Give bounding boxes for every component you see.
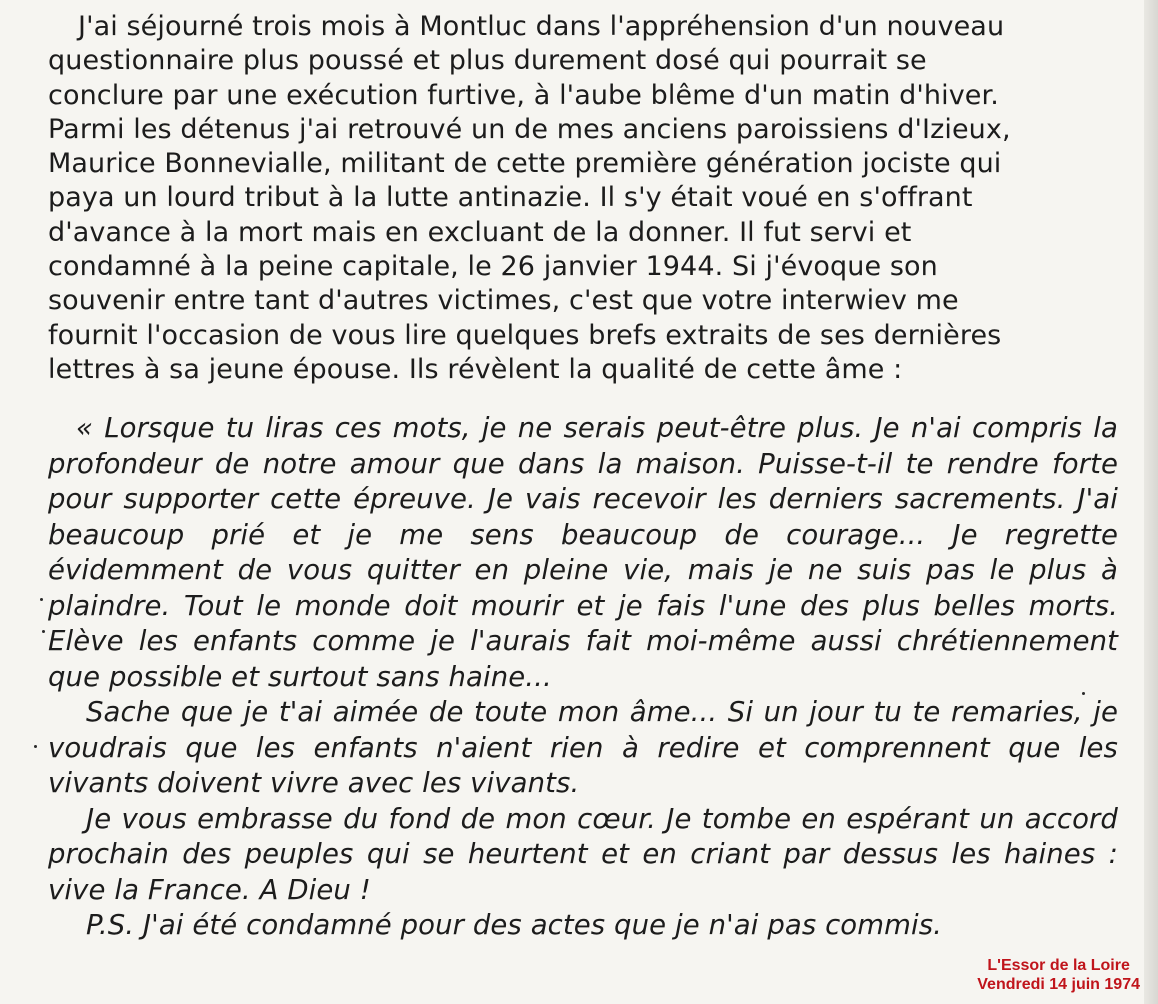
intro-line: d'avance à la mort mais en excluant de la donner. Il fut servi et	[48, 216, 912, 248]
intro-line: souvenir entre tant d'autres victimes, c'est que votre interwiev me	[48, 285, 959, 317]
intro-line: J'ai séjourné trois mois à Montluc dans l'appréhension d'un nouveau	[78, 11, 1005, 42]
print-speck	[42, 630, 45, 633]
intro-line: conclure par une exécution furtive, à l'aube blême d'un matin d'hiver.	[48, 79, 999, 111]
intro-line: Parmi les détenus j'ai retrouvé un de mes anciens paroissiens d'Izieux,	[48, 113, 1011, 145]
print-speck	[34, 745, 37, 748]
paper-edge	[1144, 0, 1158, 1004]
intro-line: questionnaire plus poussé et plus durement dosé qui pourrait se	[48, 45, 927, 77]
intro-line: fournit l'occasion de vous lire quelques brefs extraits de ses dernières	[48, 319, 1002, 351]
print-speck	[1082, 692, 1085, 695]
article-column	[48, 10, 1118, 944]
source-publication: L'Essor de la Loire	[987, 957, 1130, 974]
intro-line: paya un lourd tribut à la lutte antinazie. Il s'y était voué en s'offrant	[48, 182, 973, 214]
source-date: Vendredi 14 juin 1974	[977, 976, 1140, 993]
quote-paragraph-2: Sache que je t'ai aimée de toute mon âme... Si un jour tu te remaries, je voudrais que les enfants n'aient rien à redire et comprennent que les vivants doivent vivre avec les vivants.	[48, 696, 1118, 800]
quote-paragraph-4: P.S. J'ai été condamné pour des actes que je n'ai pas commis.	[86, 909, 943, 942]
print-speck	[40, 598, 43, 601]
intro-line: Maurice Bonnevialle, militant de cette première génération jociste qui	[48, 148, 1002, 180]
intro-paragraph	[48, 10, 1118, 387]
quote-paragraph-1: « Lorsque tu liras ces mots, je ne serais peut-être plus. Je n'ai compris la profondeur de notre amour que dans la maison. Puisse-t-il te rendre forte pour supporter cette épreuve. Je vais recevoir les derniers sacrements. J'ai beaucoup prié et je me sens beaucoup de courage... Je regrette évidemment de vous quitter en pleine vie, mais je ne suis pas le plus à plaindre. Tout le monde doit mourir et je fais l'une des plus belles morts. Elève les enfants comme je l'aurais fait moi-même aussi chrétiennement que possible et surtout sans haine...	[48, 412, 1118, 693]
quote-paragraph-3: Je vous embrasse du fond de mon cœur. Je tombe en espérant un accord prochain des peuples qui se heurtent et en criant par dessus les haines : vive la France. A Dieu !	[48, 802, 1118, 906]
intro-line: condamné à la peine capitale, le 26 janvier 1944. Si j'évoque son	[48, 251, 938, 283]
intro-line: lettres à sa jeune épouse. Ils révèlent la qualité de cette âme :	[48, 353, 903, 385]
source-credit	[977, 956, 1140, 994]
letter-quote	[48, 411, 1118, 944]
